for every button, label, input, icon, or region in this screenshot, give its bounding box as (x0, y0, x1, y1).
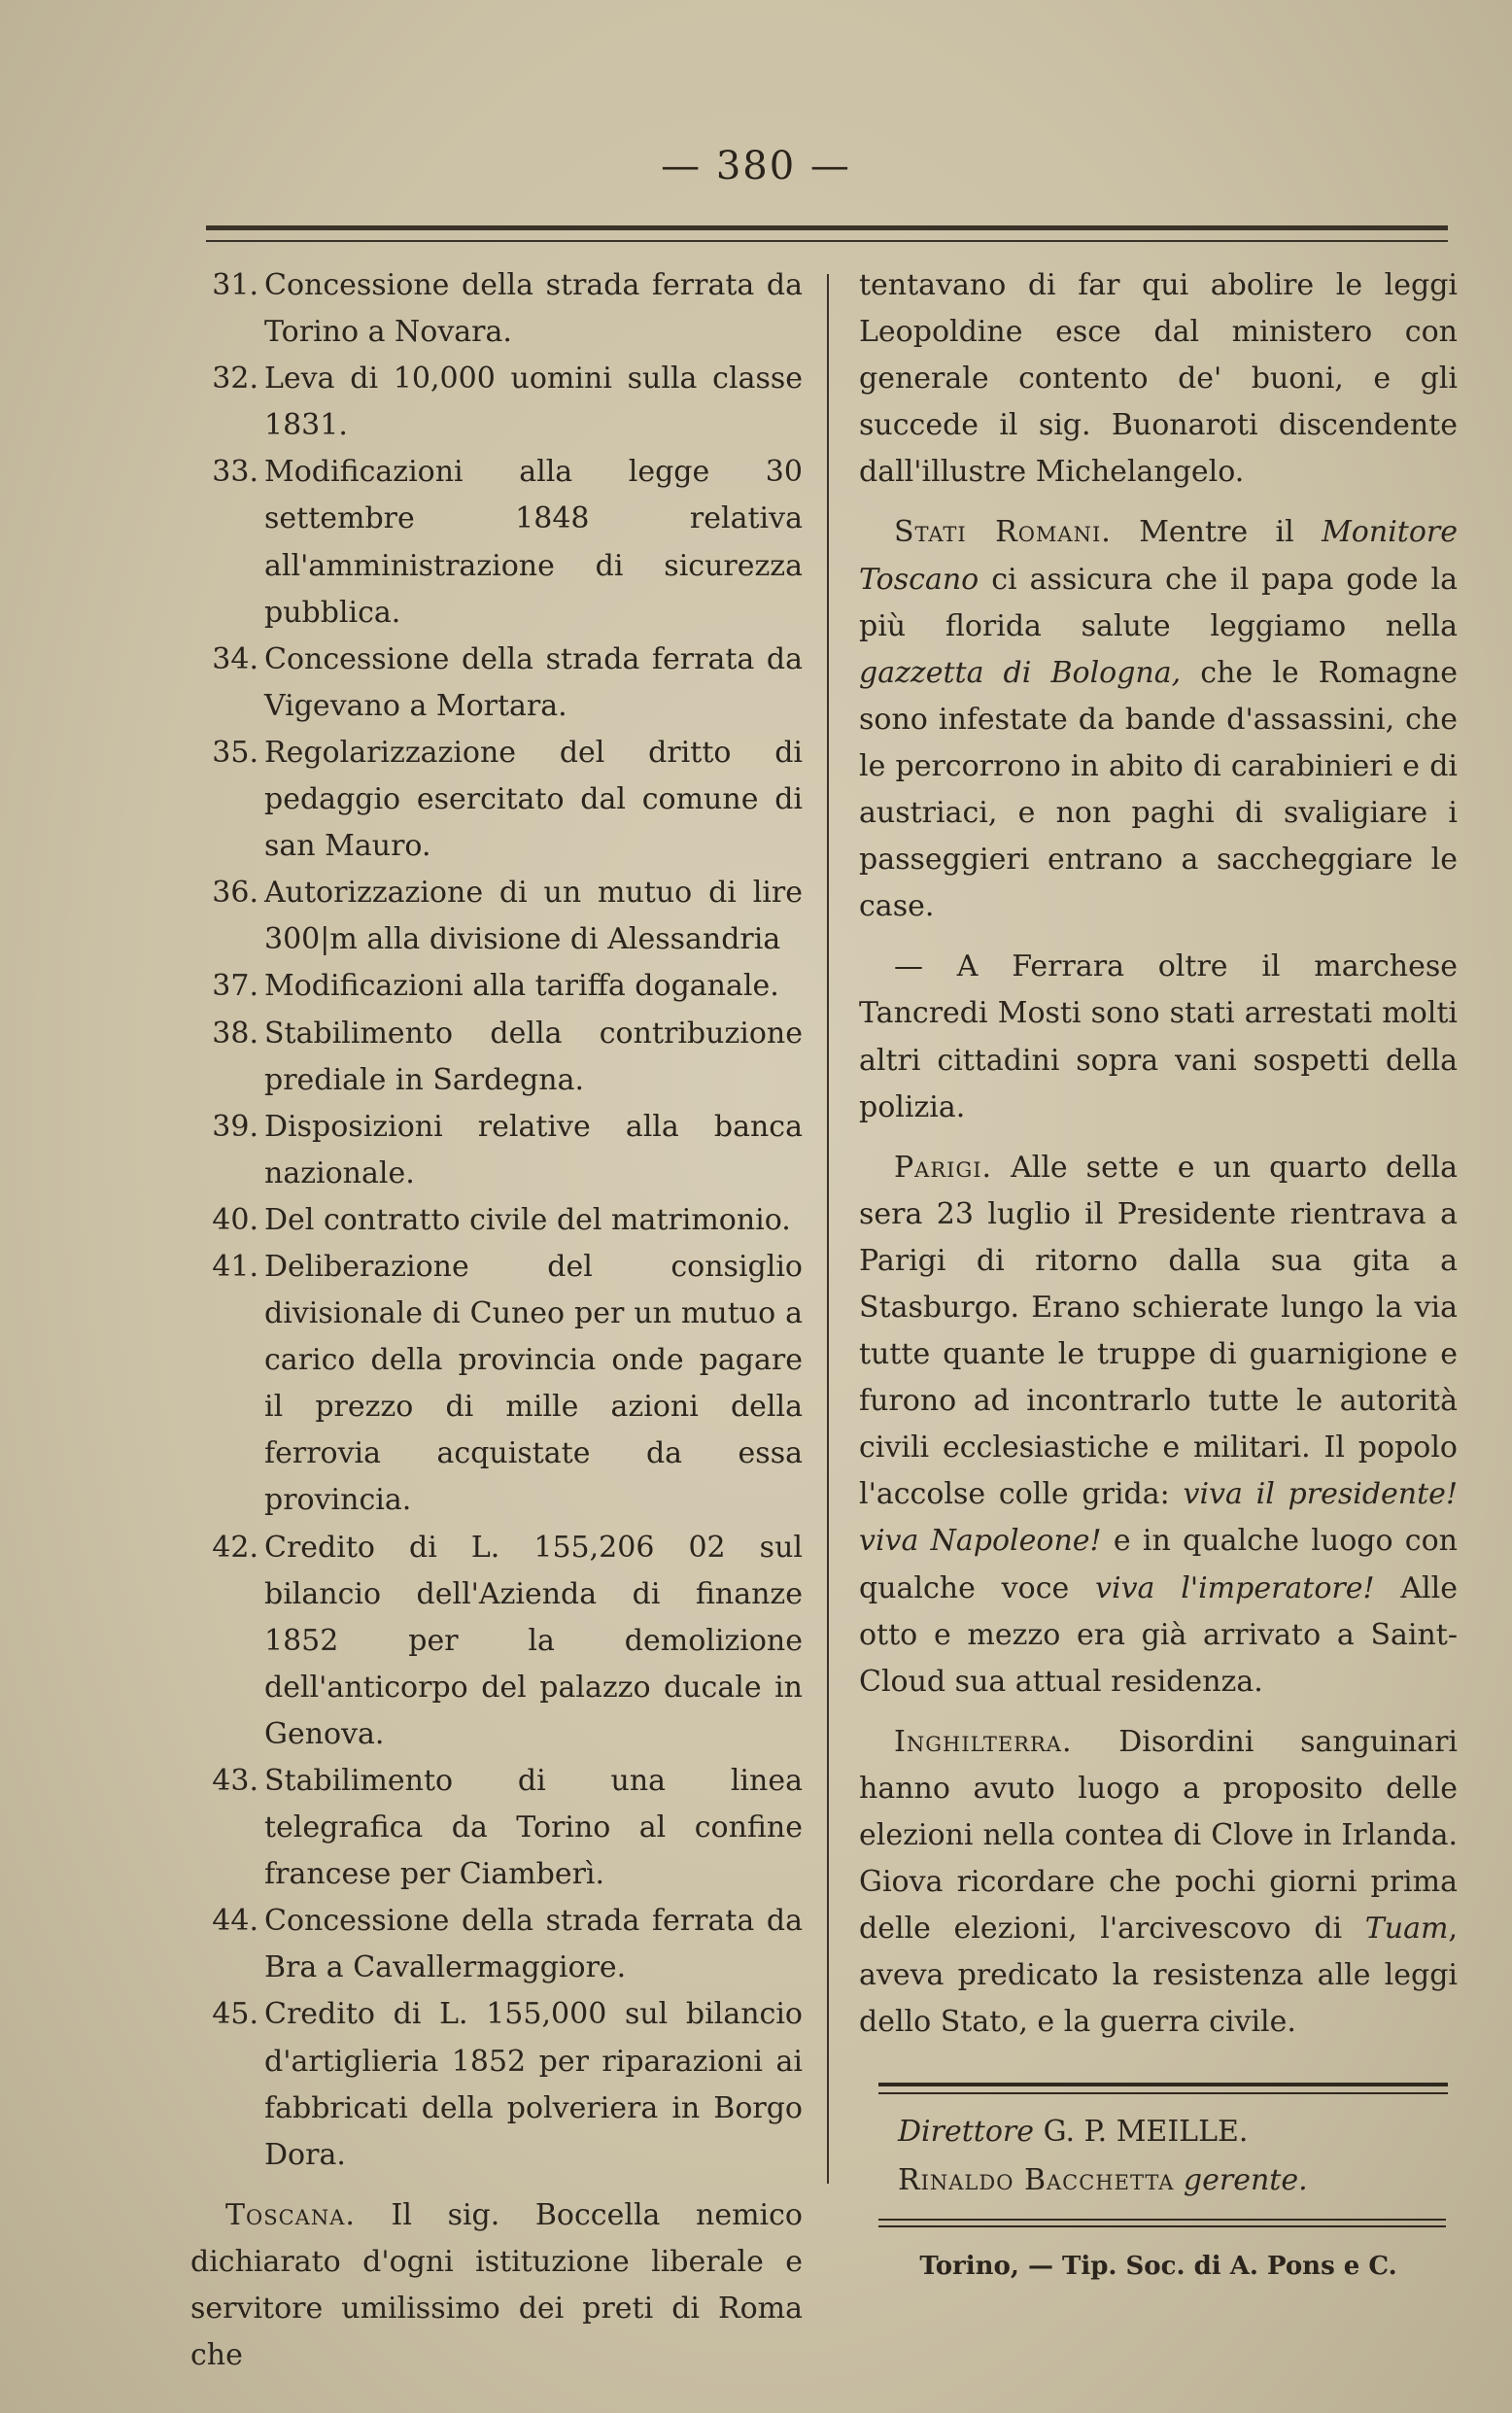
list-item (190, 1197, 803, 1244)
item-number: 43. (212, 1764, 258, 1798)
item-number: 33. (212, 455, 258, 490)
paragraph-text: Alle otto e mezzo era già arrivato a Saint-Cloud sua attual residenza. (859, 1570, 1458, 1699)
section-heading: Parigi. (894, 1150, 993, 1185)
direttore-line (898, 2108, 1458, 2156)
page-number: — 380 — (661, 144, 851, 189)
stati-romani-paragraph (859, 509, 1458, 930)
paragraph-text: Alle sette e un quarto della sera 23 luglio il Presidente rientrava a Parigi di ritorno dalla sua gita a Stasburgo. Erano schierate lungo la via tutte quante le truppe di guarnigione e furono ad incontrarlo tutte le autorità civili ecclesiastiche e militari. Il popolo l'accolse colle grida: (859, 1150, 1458, 1512)
item-number: 45. (212, 1997, 258, 2032)
list-item (190, 963, 803, 1010)
item-number: 40. (212, 1202, 258, 1237)
toscana-paragraph (190, 2192, 803, 2379)
italic-text: viva il presidente! viva Napoleone! (859, 1477, 1458, 1559)
parigi-paragraph (859, 1145, 1458, 1706)
italic-text: gazzetta di Bologna, (859, 655, 1182, 690)
item-number: 38. (212, 1016, 258, 1051)
item-text: Concessione della strada ferrata da Bra a Cavallermaggiore. (264, 1904, 803, 1985)
gerente-line (898, 2156, 1458, 2205)
list-item (190, 449, 803, 636)
item-text: Stabilimento di una linea telegrafica da Torino al confine francese per Ciamberì. (264, 1764, 803, 1892)
italic-text: viva l'imperatore! (1095, 1570, 1375, 1605)
item-text: Credito di L. 155,000 sul bilancio d'artiglieria 1852 per riparazioni ai fabbricati della polveriera in Borgo Dora. (264, 1997, 803, 2172)
item-text: Concessione della strada ferrata da Vigevano a Mortara. (264, 641, 803, 723)
item-text: Modificazioni alla legge 30 settembre 1848 relativa all'amministrazione di sicurezza pubblica. (264, 455, 803, 630)
printer-rule (878, 2219, 1446, 2227)
item-text: Leva di 10,000 uomini sulla classe 1831. (264, 362, 803, 443)
list-item (190, 1011, 803, 1104)
section-heading: Stati Romani. (894, 515, 1112, 550)
paragraph-text: Mentre il (1139, 515, 1294, 550)
list-item (190, 1244, 803, 1525)
list-item (190, 730, 803, 870)
gerente-label: gerente. (1183, 2163, 1308, 2198)
item-text: Disposizioni relative alla banca nazionale. (264, 1109, 803, 1190)
list-item (190, 1525, 803, 1758)
ferrara-paragraph: — A Ferrara oltre il marchese Tancredi Mosti sono stati arrestati molti altri cittadini sopra vani sospetti della polizia. (859, 949, 1458, 1124)
item-number: 31. (212, 268, 258, 302)
item-text: Stabilimento della contribuzione prediale in Sardegna. (264, 1016, 803, 1097)
item-number: 34. (212, 641, 258, 676)
column-divider (827, 274, 829, 2184)
toscana-continuation: tentavano di far qui abolire le leggi Leopoldine esce dal ministero con generale contento de' buoni, e gli succede il sig. Buonaroti discendente dall'illustre Michelangelo. (859, 268, 1458, 490)
list-item (190, 637, 803, 730)
header-rule (206, 225, 1448, 242)
direttore-name: G. P. MEILLE. (1043, 2115, 1249, 2150)
paragraph-text: ci assicura che il papa gode la più florida salute leggiamo nella (859, 562, 1458, 643)
list-item (190, 262, 803, 356)
section-heading: Toscana. (225, 2197, 356, 2232)
left-column (190, 262, 803, 2379)
item-number: 32. (212, 362, 258, 396)
signature-rule (878, 2083, 1448, 2094)
item-number: 37. (212, 969, 258, 1004)
list-item (190, 356, 803, 449)
list-item (190, 1991, 803, 2178)
list-item (190, 870, 803, 963)
item-number: 39. (212, 1109, 258, 1144)
italic-text: Monitore Toscano (859, 515, 1459, 597)
paragraph-text: che le Romagne sono infestate da bande d'assassini, che le percorrono in abito di carabinieri e di austriaci, e non paghi di svaligiare i passeggieri entrano a saccheggiare le case. (859, 655, 1458, 924)
direttore-label: Direttore (898, 2115, 1035, 2150)
item-number: 42. (212, 1530, 258, 1565)
paragraph-text: , aveva predicato la resistenza alle leggi dello Stato, e la guerra civile. (859, 1912, 1458, 2040)
item-number: 36. (212, 876, 258, 911)
paragraph-text: e in qualche luogo con qualche voce (859, 1524, 1458, 1605)
paragraph-text: Disordini sanguinari hanno avuto luogo a proposito delle elezioni nella contea di Clove in Irlanda. Giova ricordare che pochi giorni prima delle elezioni, l'arcivescovo di (859, 1724, 1458, 1947)
item-text: Concessione della strada ferrata da Torino a Novara. (264, 268, 803, 350)
printer-imprint: Torino, — Tip. Soc. di A. Pons e C. (919, 2252, 1397, 2282)
item-number: 44. (212, 1904, 258, 1939)
list-item (190, 1898, 803, 1991)
list-item (190, 1104, 803, 1197)
section-heading: Inghilterra. (894, 1724, 1073, 1759)
item-text: Del contratto civile del matrimonio. (264, 1202, 791, 1237)
item-number: 35. (212, 735, 258, 770)
list-item (190, 1758, 803, 1898)
item-text: Regolarizzazione del dritto di pedaggio esercitato dal comune di san Mauro. (264, 735, 803, 864)
item-text: Modificazioni alla tariffa doganale. (264, 969, 779, 1004)
item-text: Credito di L. 155,206 02 sul bilancio dell'Azienda di finanze 1852 per la demolizione dell'anticorpo del palazzo ducale in Genova. (264, 1530, 803, 1751)
paragraph-text: Il sig. Boccella nemico dichiarato d'ogni istituzione liberale e servitore umilissimo dei preti di Roma che (190, 2197, 803, 2373)
italic-text: Tuam (1364, 1912, 1449, 1947)
item-number: 41. (212, 1249, 258, 1284)
inghilterra-paragraph (859, 1719, 1458, 2047)
gerente-name: Rinaldo Bacchetta (898, 2163, 1175, 2198)
item-text: Autorizzazione di un mutuo di lire 300|m alla divisione di Alessandria (264, 876, 803, 957)
right-column (859, 262, 1458, 2291)
item-text: Deliberazione del consiglio divisionale di Cuneo per un mutuo a carico della provincia onde pagare il prezzo di mille azioni della ferrovia acquistate da essa provincia. (264, 1249, 803, 1518)
